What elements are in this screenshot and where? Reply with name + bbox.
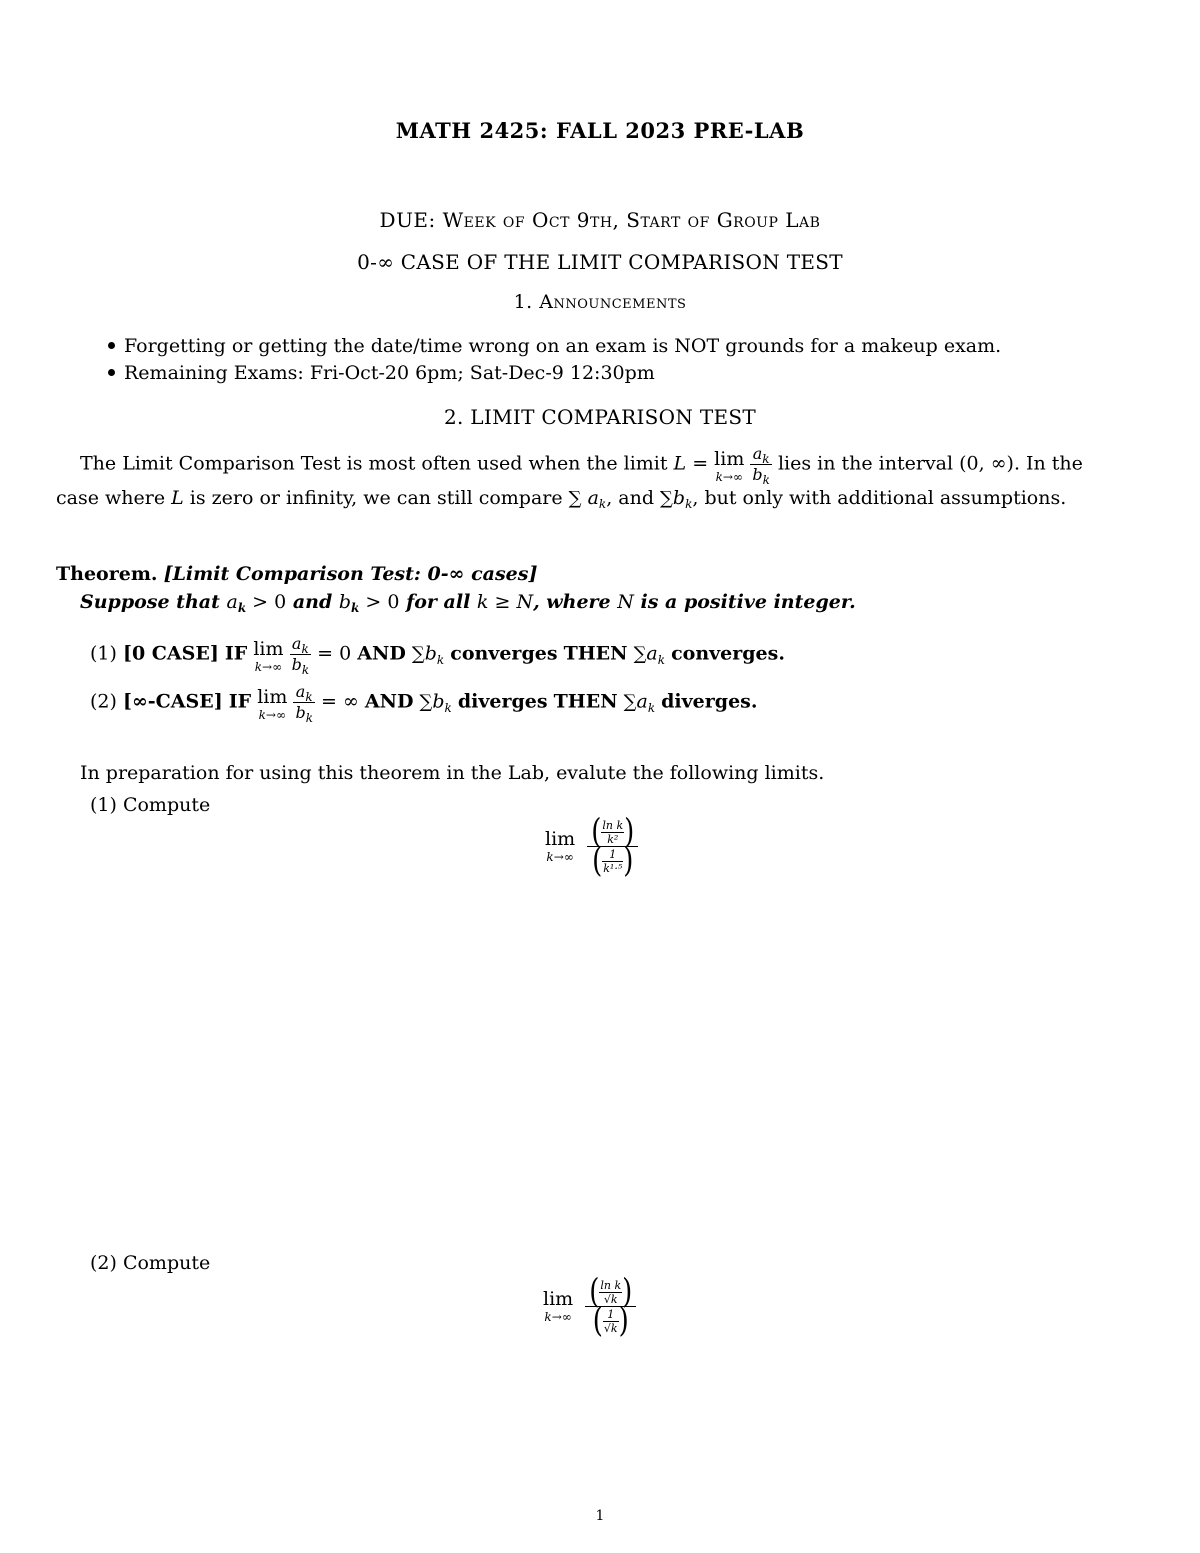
intro-paragraph-line1: The Limit Comparison Test is most often used when the limit L = lim k→∞ $\frac{a_k}{b_k}$ lies in the interval (0, ∞). In the (80, 444, 1083, 487)
page-number: 1 (595, 1508, 605, 1524)
document-subtitle: 0-∞ CASE OF THE LIMIT COMPARISON TEST (357, 250, 843, 274)
theorem-heading: Theorem. [Limit Comparison Test: 0-∞ cases] (56, 563, 538, 585)
document-title: MATH 2425: FALL 2023 PRE-LAB (395, 118, 805, 143)
bullet-icon (108, 342, 115, 349)
bullet-icon (108, 369, 115, 376)
intro-paragraph-line2: case where L is zero or infinity, we can still compare ∑ $a_k$, and $\sum b_k$, but only with additional assumptions. (56, 487, 1067, 511)
problem-1-label: (1) Compute (90, 794, 211, 816)
problem-2-expression: lim k→∞ ( $\frac{\text{ln k}}{√k}$ ) ( $\frac{1}{√k}$ ) (543, 1278, 636, 1335)
ratio-ak-bk: $\frac{a_k}{b_k}$ (295, 682, 313, 725)
problem-2-label: (2) Compute (90, 1252, 211, 1274)
list-item: Remaining Exams: Fri-Oct-20 6pm; Sat-Dec-9 12:30pm (108, 360, 1001, 387)
preparation-instructions: In preparation for using this theorem in the Lab, evalute the following limits. (80, 762, 825, 784)
list-item: Forgetting or getting the date/time wrong on an exam is NOT grounds for a makeup exam. (108, 333, 1001, 360)
theorem-case-zero: (1) [0 CASE] IF lim k→∞ $\frac{a_k}{b_k}$ = 0 AND $\sum b_k$ converges THEN $\sum a_k$ converges. (90, 634, 785, 677)
problem-1-expression: lim k→∞ ( $\frac{\text{ln k}}{\text{k²}}$ ) ( $\frac{1}{\text{k¹·⁵}}$ ) (545, 818, 638, 875)
theorem-case-infinity: (2) [∞-CASE] IF lim k→∞ $\frac{a_k}{b_k}$ = ∞ AND $\sum b_k$ diverges THEN $\sum a_k$ diverges. (90, 682, 758, 725)
section-heading-announcements: 1. Announcements (513, 291, 687, 313)
limit-expression: lim k→∞ (714, 448, 745, 484)
announcement-list (108, 333, 1001, 387)
due-date: DUE: Week of Oct 9th, Start of Group Lab (379, 208, 821, 232)
ratio-ak-bk: $\frac{a_k}{b_k}$ (752, 444, 770, 487)
theorem-hypothesis: Suppose that $a_k > 0$ and $b_k > 0$ for all k ≥ N, where N is a positive integer. (80, 591, 856, 615)
section-heading-limit-comparison: 2. LIMIT COMPARISON TEST (443, 405, 757, 429)
ratio-ak-bk: $\frac{a_k}{b_k}$ (291, 634, 310, 677)
